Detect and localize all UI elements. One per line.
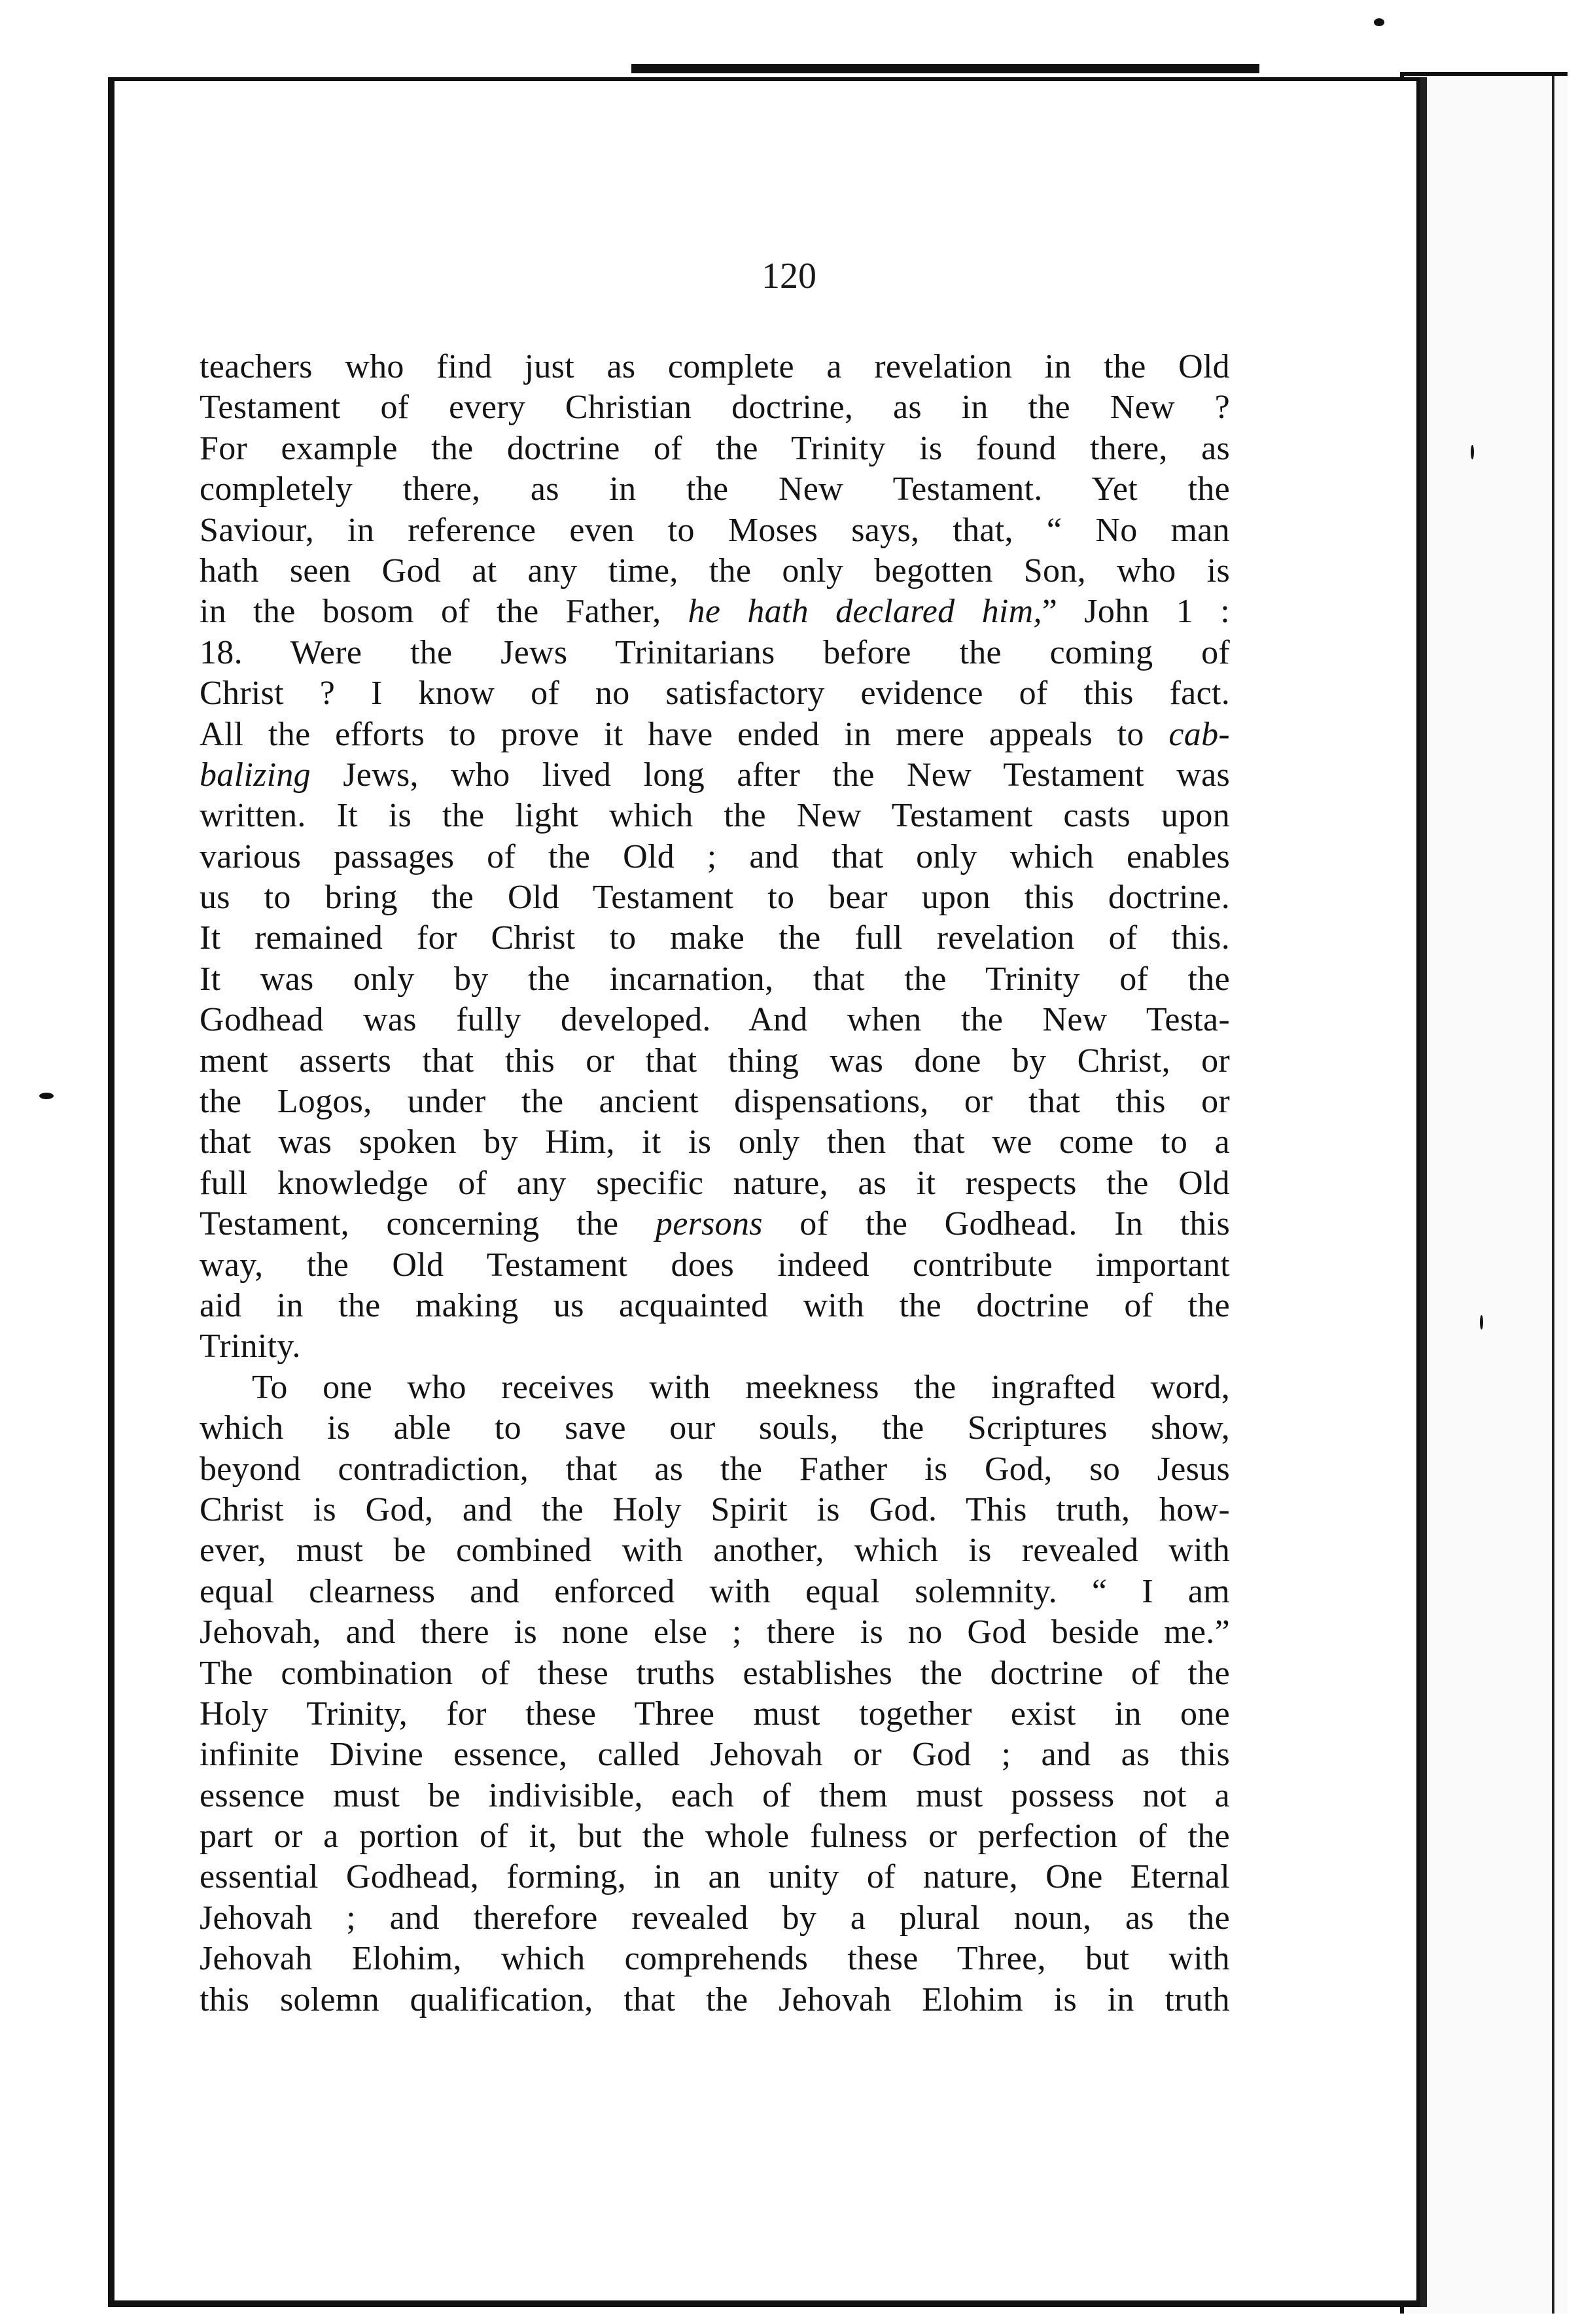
page-edge (631, 64, 1259, 73)
text-line: For example the doctrine of the Trinity is found there, as (200, 429, 1230, 467)
adjacent-page-edge (1400, 72, 1568, 2314)
text-line: It was only by the incarnation, that the Trinity of the (200, 960, 1230, 998)
text-line: equal clearness and enforced with equal solemnity. “ I am (200, 1572, 1230, 1610)
text-line: Christ is God, and the Holy Spirit is God. This truth, how- (200, 1490, 1230, 1528)
text-line: full knowledge of any specific nature, as it respects the Old (200, 1164, 1230, 1202)
text-line: essential Godhead, forming, in an unity of nature, One Eternal (200, 1858, 1230, 1896)
text-line: The combination of these truths establishes the doctrine of the (200, 1654, 1230, 1692)
text-line: Saviour, in reference even to Moses says, that, “ No man (200, 511, 1230, 549)
text-line: teachers who find just as complete a revelation in the Old (200, 348, 1230, 385)
text-line: various passages of the Old ; and that only which enables (200, 837, 1230, 875)
text-line: Trinity. (200, 1328, 301, 1365)
text-line: Jehovah, and there is none else ; there is no God beside me.” (200, 1613, 1230, 1651)
text-line: Holy Trinity, for these Three must together exist in one (200, 1695, 1230, 1733)
italic-phrase: he hath declared him, (688, 593, 1042, 631)
page-body-text (200, 347, 1230, 2020)
text-line: this solemn qualification, that the Jehovah Elohim is in truth (200, 1981, 1230, 2018)
text-segment: All the efforts to prove it have ended in mere appeals to (200, 715, 1169, 753)
text-line (200, 755, 1230, 796)
italic-word: cab- (1168, 715, 1230, 753)
text-segment: Testament, concerning the (200, 1205, 656, 1243)
text-segment: of the Godhead. In this (762, 1205, 1230, 1243)
text-line: ment asserts that this or that thing was done by Christ, or (200, 1042, 1230, 1080)
text-line: written. It is the light which the New Testament casts upon (200, 797, 1230, 835)
text-line: infinite Divine essence, called Jehovah or God ; and as this (200, 1736, 1230, 1774)
text-line: part or a portion of it, but the whole fulness or perfection of the (200, 1818, 1230, 1856)
text-line: Godhead was fully developed. And when the New Testa- (200, 1001, 1230, 1039)
text-line: essence must be indivisible, each of them must possess not a (200, 1776, 1230, 1814)
film-speck (1374, 18, 1384, 26)
text-line: completely there, as in the New Testament. Yet the (200, 470, 1230, 508)
italic-word: balizing (200, 756, 311, 794)
text-line: Testament of every Christian doctrine, as in the New ? (200, 389, 1230, 427)
text-line: that was spoken by Him, it is only then that we come to a (200, 1123, 1230, 1161)
text-line: beyond contradiction, that as the Father is God, so Jesus (200, 1450, 1230, 1488)
text-line: Jehovah Elohim, which comprehends these Three, but with (200, 1940, 1230, 1978)
text-line: To one who receives with meekness the ingrafted word, (252, 1368, 1230, 1406)
text-segment: in the bosom of the Father, (200, 593, 688, 631)
text-line: aid in the making us acquainted with the doctrine of the (200, 1286, 1230, 1324)
text-line: 18. Were the Jews Trinitarians before the coming of (200, 633, 1230, 671)
text-line: which is able to save our souls, the Scriptures show, (200, 1409, 1230, 1447)
film-speck (39, 1093, 54, 1099)
page-number: 120 (762, 256, 816, 296)
text-line (200, 1204, 1230, 1244)
text-line: Jehovah ; and therefore revealed by a plural noun, as the (200, 1899, 1230, 1937)
text-line: ever, must be combined with another, which is revealed with (200, 1532, 1230, 1570)
text-segment: Jews, who lived long after the New Testament was (310, 756, 1230, 794)
text-line: way, the Old Testament does indeed contribute important (200, 1246, 1230, 1284)
text-line (200, 714, 1230, 755)
film-speck (1471, 445, 1474, 459)
text-line: us to bring the Old Testament to bear upon this doctrine. (200, 879, 1230, 917)
text-line: Christ ? I know of no satisfactory evidence of this fact. (200, 675, 1230, 713)
text-segment: ” John 1 : (1042, 593, 1230, 631)
text-line (200, 591, 1230, 632)
text-line: the Logos, under the ancient dispensations, or that this or (200, 1083, 1230, 1121)
text-line: hath seen God at any time, the only begotten Son, who is (200, 552, 1230, 590)
film-speck (1480, 1315, 1483, 1329)
text-line: It remained for Christ to make the full revelation of this. (200, 919, 1230, 957)
italic-word: persons (655, 1205, 763, 1243)
